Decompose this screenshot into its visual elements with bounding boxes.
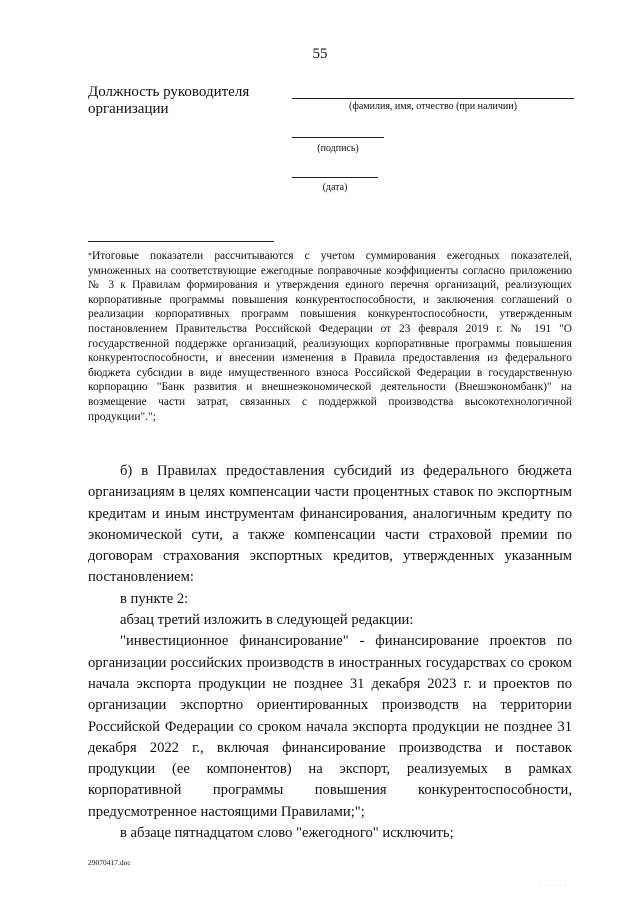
footnote	[88, 249, 572, 424]
body-paragraph: в пункте 2:	[120, 590, 189, 607]
body-paragraph: б) в Правилах предоставления субсидий из федерального бюджета организациям в целях компенсации части процентных ставок по экспортным кредитам и иным инструментам финансирования, аналогичным кредиту по экономической сути, а также компенсации части страховой премии по договорам страхования экспортных кредитов, утвержденных указанным постановлением:	[88, 463, 572, 586]
footnote-separator	[88, 241, 274, 242]
name-line	[292, 98, 574, 99]
body-paragraph: абзац третий изложить в следующей редакции:	[120, 612, 414, 629]
signature-line	[292, 137, 384, 138]
body-paragraph: в абзаце пятнадцатом слово "ежегодного" исключить;	[120, 825, 454, 842]
footnote-text: Итоговые показатели рассчитываются с учетом суммирования ежегодных показателей, умноженных на соответствующие ежегодные поправочные коэффициенты согласно приложению № 3 к Правилам формирования и утверждения единого перечня организаций, реализующих корпоративные программы повышения конкурентоспособности, и заключения соглашений о реализации корпоративных программ повышения конкурентоспособности, утвержденным постановлением Правительства Российской Федерации от 23 февраля 2019 г. № 191 "О государственной поддержке организаций, реализующих корпоративные программы повышения конкурентоспособности, и внесении изменения в Правила предоставления из федерального бюджета субсидии в виде имущественного взноса Российской Федерации в государственную корпорацию "Банк развития и внешнеэкономической деятельности (Внешэкономбанк)" на возмещение части затрат, связанных с поддержкой производства высокотехнологичной продукции".";	[88, 250, 572, 423]
body-paragraph: "инвестиционное финансирование" - финансирование проектов по организации российских производств в иностранных государствах со сроком начала экспорта продукции не позднее 31 декабря 2023 г. и проектов по организации экспортно ориентированных производств на территории Российской Федерации со сроком начала экспорта продукции не позднее 31 декабря 2022 г., включая финансирование производства и поставок продукции (ее компонентов) на экспорт, реализуемых в рамках корпоративной программы повышения конкурентоспособности, предусмотренное настоящими Правилами;";	[88, 633, 572, 820]
position-label: Должность руководителя организации	[88, 84, 250, 117]
document-id: 29070417.doc	[88, 858, 131, 867]
body-text	[88, 461, 572, 844]
date-line	[292, 177, 378, 178]
footnote-marker: *	[88, 251, 92, 260]
name-caption: (фамилия, имя, отчество (при наличии)	[349, 101, 517, 112]
scan-stamp: · · · ·	[540, 882, 569, 890]
page-number: 55	[312, 46, 328, 62]
signature-caption: (подпись)	[317, 143, 359, 154]
date-caption: (дата)	[322, 182, 348, 193]
